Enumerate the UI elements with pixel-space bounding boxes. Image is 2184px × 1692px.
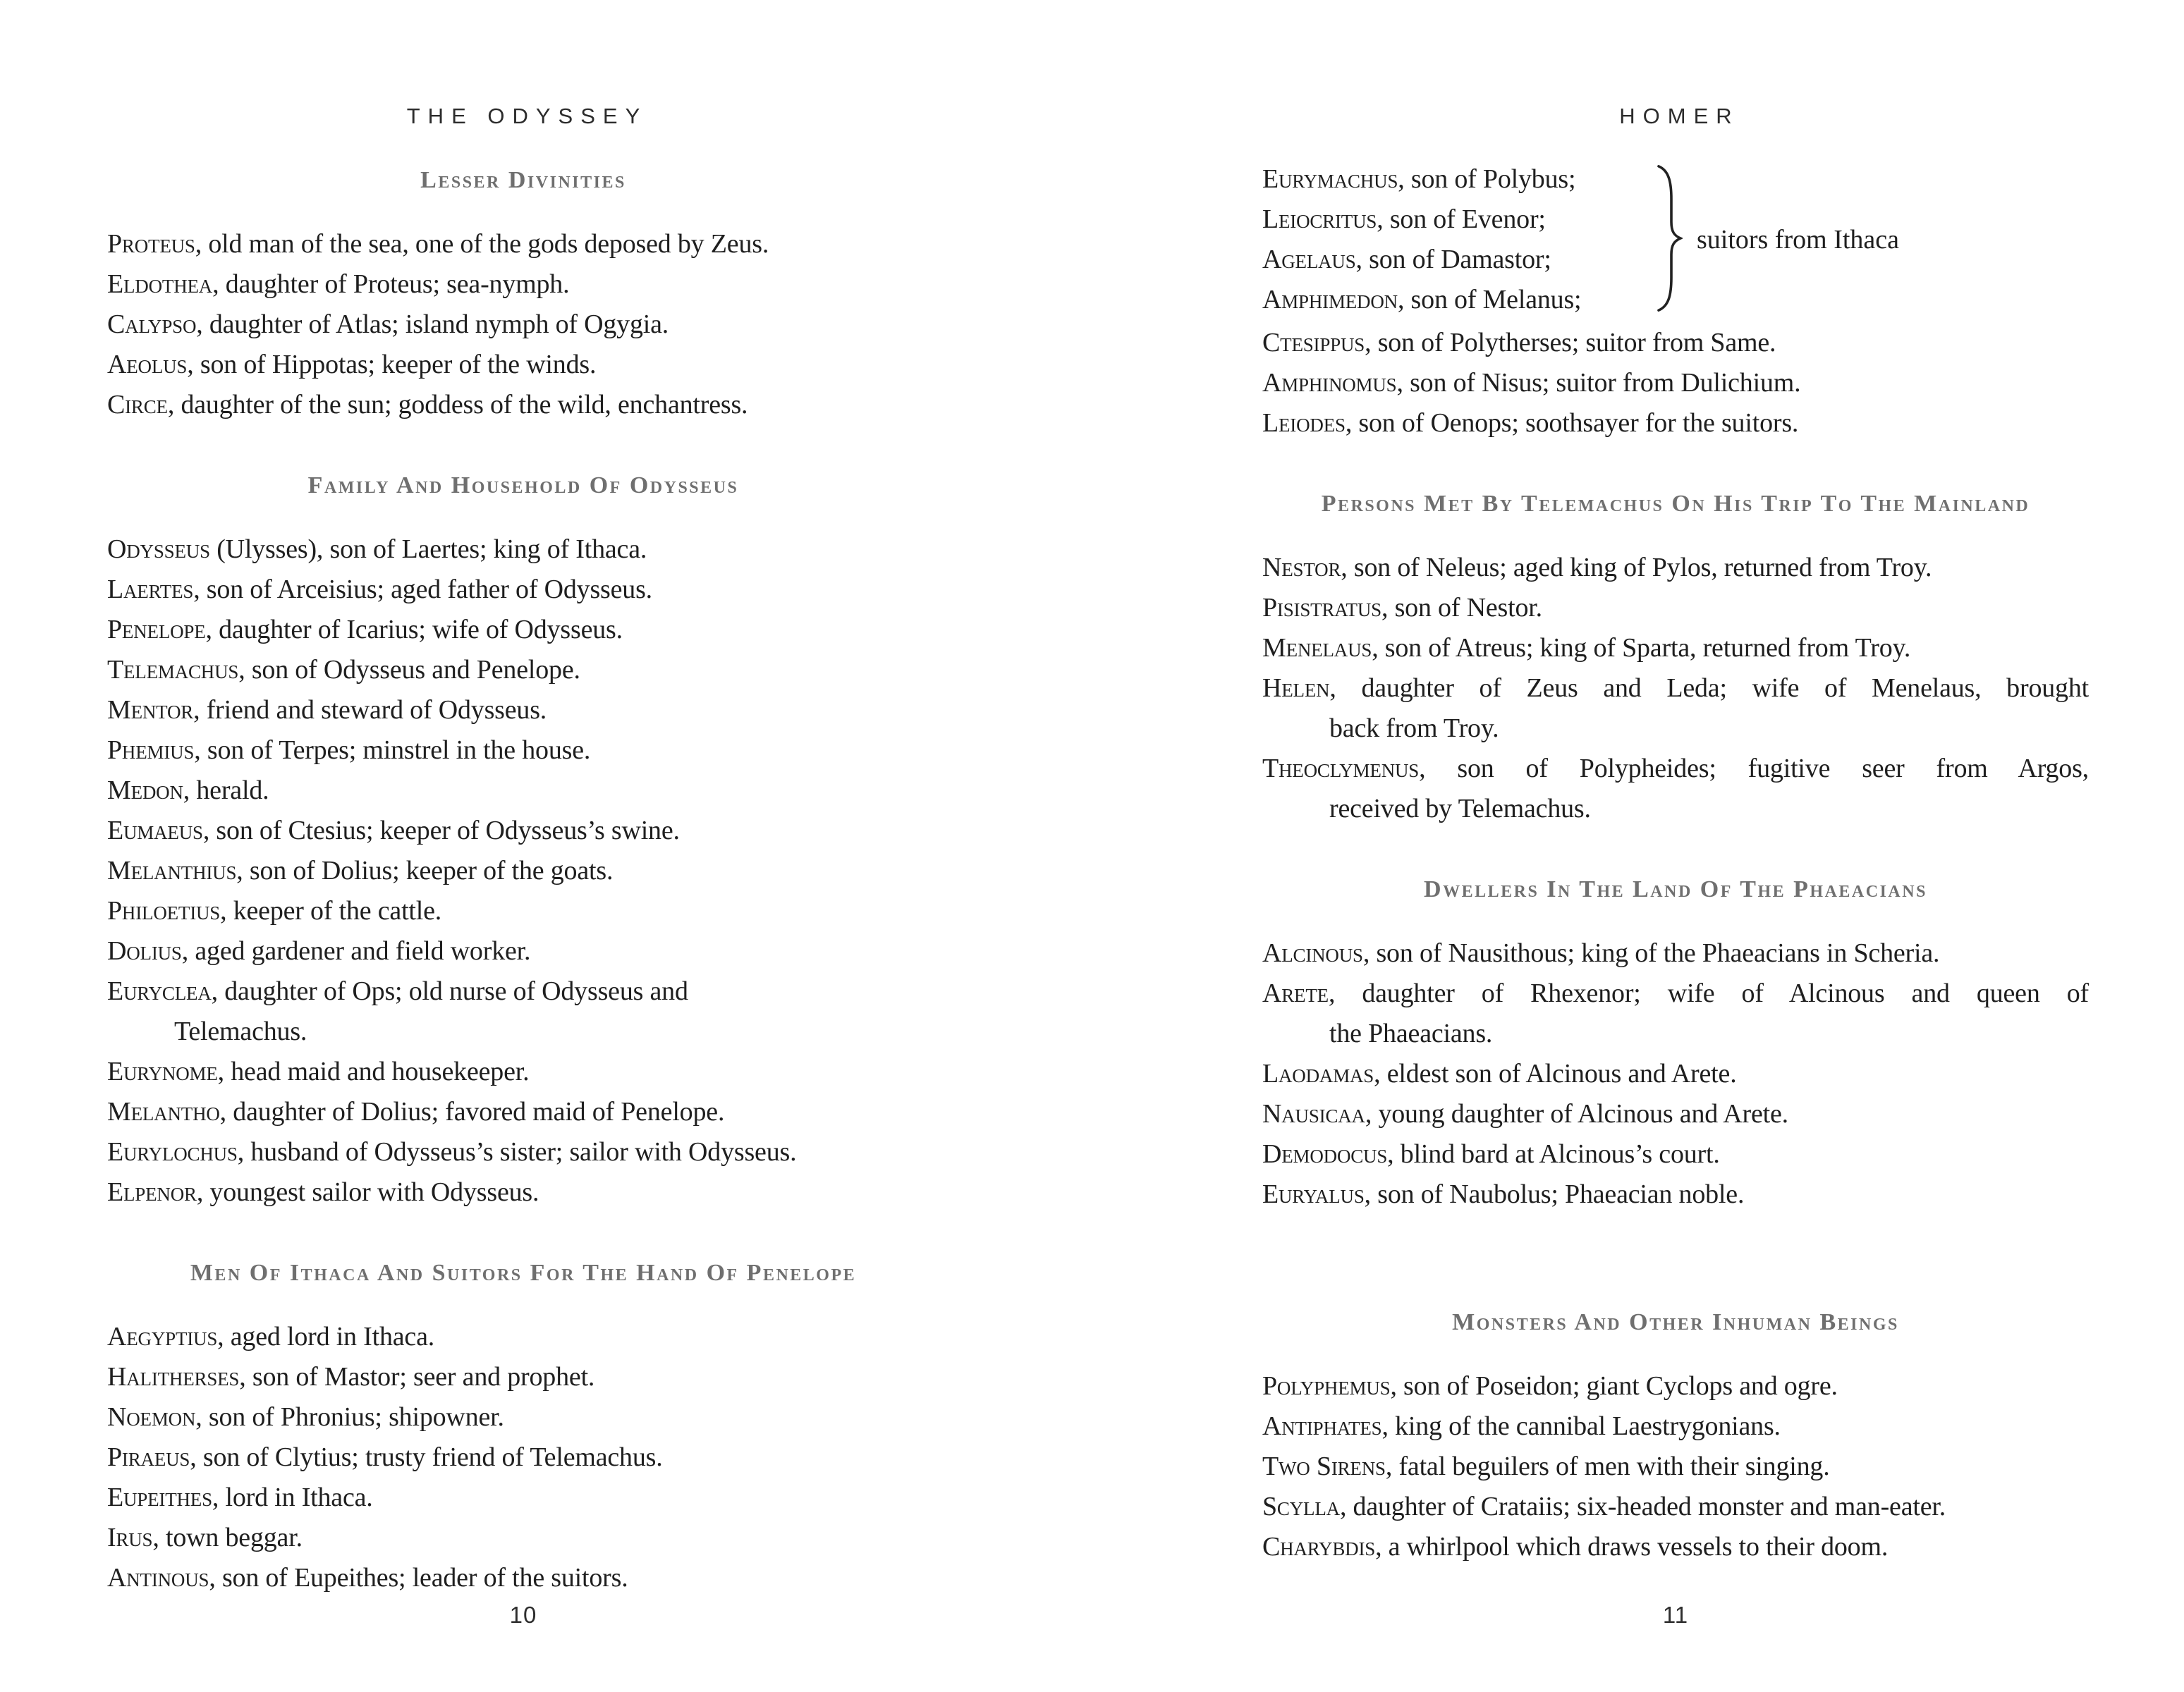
entry-name: Leiodes bbox=[1262, 408, 1346, 438]
character-entry bbox=[1262, 933, 2089, 974]
entry-line bbox=[107, 1317, 939, 1357]
entry-name: Theoclymenus bbox=[1262, 754, 1420, 783]
entry-name: Elpenor bbox=[107, 1177, 197, 1207]
entry-name: Medon bbox=[107, 776, 183, 805]
entry-description: , son of Eupeithes; leader of the suitors. bbox=[209, 1563, 628, 1593]
entry-line bbox=[1262, 403, 2089, 443]
entry-line bbox=[107, 851, 939, 891]
entry-description: , aged lord in Ithaca. bbox=[217, 1322, 435, 1351]
entry-description: , herald. bbox=[183, 776, 269, 805]
section-heading: Persons Met By Telemachus On His Trip To The Mainland bbox=[1321, 491, 2030, 517]
character-entry bbox=[1262, 403, 2089, 443]
entry-name: Arete bbox=[1262, 979, 1329, 1008]
entry-description: , head maid and housekeeper. bbox=[217, 1057, 530, 1086]
entry-description: (Ulysses), son of Laertes; king of Ithaca. bbox=[209, 534, 647, 564]
character-entry bbox=[107, 610, 939, 650]
entry-line bbox=[107, 891, 939, 931]
entry-name: Eupeithes bbox=[107, 1483, 212, 1512]
entry-line bbox=[107, 1357, 939, 1397]
entry-description: , son of Polypheides; fugitive seer from Argos, bbox=[1419, 754, 2089, 783]
entry-continuation: received by Telemachus. bbox=[1329, 794, 1591, 823]
entry-line bbox=[107, 224, 939, 264]
entry-description: , daughter of Ops; old nurse of Odysseus and bbox=[211, 976, 688, 1006]
entry-description: , son of Terpes; minstrel in the house. bbox=[194, 735, 591, 765]
section-entries bbox=[1262, 933, 2089, 1215]
entry-line bbox=[1262, 1447, 2089, 1487]
entry-line bbox=[107, 1092, 939, 1132]
character-entry bbox=[1262, 628, 2089, 668]
entry-name: Circe bbox=[107, 390, 168, 419]
section-heading: Family And Household Of Odysseus bbox=[307, 472, 739, 498]
section-entries bbox=[107, 529, 939, 1213]
character-entry bbox=[1262, 1366, 2089, 1406]
entry-line bbox=[107, 1518, 939, 1558]
entry-description: , son of Atreus; king of Sparta, returned from Troy. bbox=[1372, 633, 1911, 663]
character-entry bbox=[107, 1558, 939, 1598]
entry-line bbox=[107, 690, 939, 730]
entry-continuation: back from Troy. bbox=[1329, 713, 1499, 743]
character-entry bbox=[1262, 323, 2089, 363]
character-entry bbox=[107, 224, 939, 264]
section-entries bbox=[1262, 1366, 2089, 1567]
entry-line bbox=[1262, 363, 2089, 403]
entry-name: Antiphates bbox=[1262, 1411, 1382, 1441]
entry-description: , son of Odysseus and Penelope. bbox=[238, 655, 580, 685]
character-entry bbox=[107, 385, 939, 425]
entry-line bbox=[107, 931, 939, 971]
entry-line bbox=[107, 811, 939, 851]
character-entry bbox=[107, 1132, 939, 1172]
character-entry bbox=[1262, 974, 2089, 1054]
entry-description: , husband of Odysseus’s sister; sailor with Odysseus. bbox=[237, 1137, 797, 1167]
entry-description: , town beggar. bbox=[152, 1523, 303, 1552]
entry-name: Menelaus bbox=[1262, 633, 1372, 663]
section-heading: Monsters And Other Inhuman Beings bbox=[1452, 1309, 1899, 1335]
entry-line bbox=[1262, 1094, 2089, 1134]
entry-description: , son of Dolius; keeper of the goats. bbox=[236, 856, 614, 885]
character-entry bbox=[1262, 200, 1700, 240]
character-entry bbox=[107, 1478, 939, 1518]
entry-name: Nestor bbox=[1262, 553, 1341, 582]
entry-description: , daughter of Icarius; wife of Odysseus. bbox=[205, 615, 623, 644]
entry-description: , son of Nisus; suitor from Dulichium. bbox=[1396, 368, 1801, 398]
entry-line bbox=[1262, 1406, 2089, 1447]
entry-line bbox=[107, 1172, 939, 1213]
character-entry bbox=[107, 570, 939, 610]
entry-name: Pisistratus bbox=[1262, 593, 1381, 623]
character-entry bbox=[1262, 363, 2089, 403]
entry-description: , daughter of Proteus; sea-nymph. bbox=[212, 269, 570, 299]
character-entry bbox=[107, 529, 939, 570]
entry-line bbox=[107, 529, 939, 570]
character-entry bbox=[1262, 280, 1700, 320]
entry-name: Laodamas bbox=[1262, 1059, 1374, 1089]
entry-line bbox=[1262, 588, 2089, 628]
entry-line bbox=[1262, 668, 2089, 709]
entry-description: , king of the cannibal Laestrygonians. bbox=[1381, 1411, 1781, 1441]
page-left-sections bbox=[107, 168, 939, 1598]
character-entry bbox=[1262, 240, 1700, 280]
entry-name: Euryclea bbox=[107, 976, 212, 1006]
entry-line bbox=[1262, 548, 2089, 588]
character-entry bbox=[107, 1518, 939, 1558]
page-right-sections bbox=[1262, 491, 2089, 1567]
entry-line bbox=[107, 570, 939, 610]
character-entry bbox=[1262, 668, 2089, 749]
entry-description: , son of Neleus; aged king of Pylos, returned from Troy. bbox=[1341, 553, 1932, 582]
entry-name: Noemon bbox=[107, 1402, 196, 1432]
entry-description: , son of Melanus; bbox=[1397, 285, 1582, 314]
bracket-group bbox=[1262, 159, 2089, 320]
entry-description: , son of Nausithous; king of the Phaeacians in Scheria. bbox=[1362, 938, 1940, 968]
entry-name: Eurylochus bbox=[107, 1137, 238, 1167]
ungrouped-entries bbox=[1262, 323, 2089, 443]
entry-line bbox=[107, 971, 939, 1012]
character-entry bbox=[1262, 588, 2089, 628]
entry-line bbox=[1262, 1134, 2089, 1175]
entry-description: , friend and steward of Odysseus. bbox=[193, 695, 547, 725]
entry-description: , daughter of Crataiis; six-headed monster and man-eater. bbox=[1339, 1492, 1946, 1521]
entry-line bbox=[107, 1437, 939, 1478]
entry-description: , son of Polybus; bbox=[1398, 164, 1576, 194]
entry-description: , son of Poseidon; giant Cyclops and ogre. bbox=[1390, 1371, 1838, 1401]
entry-name: Philoetius bbox=[107, 896, 221, 926]
entry-description: , lord in Ithaca. bbox=[212, 1483, 373, 1512]
entry-line bbox=[107, 650, 939, 690]
entry-description: , son of Nestor. bbox=[1381, 593, 1542, 623]
entry-name: Proteus bbox=[107, 229, 195, 259]
entry-line bbox=[107, 771, 939, 811]
character-entry bbox=[1262, 1447, 2089, 1487]
entry-description: , son of Hippotas; keeper of the winds. bbox=[187, 350, 597, 379]
bracket-entries bbox=[1262, 159, 1700, 320]
character-entry bbox=[107, 650, 939, 690]
entry-description: , son of Phronius; shipowner. bbox=[195, 1402, 504, 1432]
section-entries bbox=[107, 224, 939, 425]
entry-line bbox=[107, 730, 939, 771]
entry-line bbox=[107, 610, 939, 650]
entry-line bbox=[107, 1478, 939, 1518]
entry-line bbox=[107, 264, 939, 305]
entry-description: , youngest sailor with Odysseus. bbox=[196, 1177, 539, 1207]
entry-name: Dolius bbox=[107, 936, 182, 966]
character-entry bbox=[1262, 1527, 2089, 1567]
entry-description: , daughter of Atlas; island nymph of Ogygia. bbox=[196, 309, 669, 339]
entry-description: , daughter of Zeus and Leda; wife of Menelaus, brought bbox=[1329, 673, 2089, 703]
entry-description: , son of Oenops; soothsayer for the suitors. bbox=[1345, 408, 1799, 438]
entry-line bbox=[107, 345, 939, 385]
entry-line bbox=[107, 1052, 939, 1092]
character-entry bbox=[107, 1092, 939, 1132]
entry-name: Ctesippus bbox=[1262, 328, 1365, 357]
character-entry bbox=[107, 811, 939, 851]
section-heading: Dwellers In The Land Of The Phaeacians bbox=[1424, 876, 1927, 902]
character-entry bbox=[107, 305, 939, 345]
curly-brace-icon bbox=[1654, 164, 1683, 313]
entry-name: Phemius bbox=[107, 735, 195, 765]
entry-continuation: Telemachus. bbox=[174, 1017, 307, 1046]
entry-name: Laertes bbox=[107, 575, 194, 604]
entry-description: , son of Mastor; seer and prophet. bbox=[239, 1362, 595, 1392]
entry-line bbox=[107, 1132, 939, 1172]
entry-continuation: the Phaeacians. bbox=[1329, 1019, 1493, 1048]
entry-name: Helen bbox=[1262, 673, 1330, 703]
character-entry bbox=[1262, 1134, 2089, 1175]
entry-name: Alcinous bbox=[1262, 938, 1363, 968]
entry-description: , aged gardener and field worker. bbox=[181, 936, 531, 966]
character-entry bbox=[107, 971, 939, 1052]
character-entry bbox=[1262, 1487, 2089, 1527]
entry-line bbox=[1262, 628, 2089, 668]
entry-line bbox=[1262, 974, 2089, 1014]
character-entry bbox=[107, 730, 939, 771]
entry-description: , son of Arceisius; aged father of Odysseus. bbox=[193, 575, 652, 604]
entry-name: Irus bbox=[107, 1523, 153, 1552]
entry-line bbox=[107, 305, 939, 345]
entry-description: , son of Damastor; bbox=[1355, 245, 1551, 274]
character-entry bbox=[1262, 548, 2089, 588]
entry-name: Penelope bbox=[107, 615, 206, 644]
entry-name: Aeolus bbox=[107, 350, 188, 379]
entry-line bbox=[1262, 1487, 2089, 1527]
entry-description: , a whirlpool which draws vessels to their doom. bbox=[1375, 1532, 1889, 1562]
character-entry bbox=[107, 345, 939, 385]
entry-line bbox=[1262, 749, 2089, 789]
page-left bbox=[107, 0, 939, 1692]
character-entry bbox=[107, 851, 939, 891]
entry-name: Aegyptius bbox=[107, 1322, 218, 1351]
entry-name: Leiocritus bbox=[1262, 204, 1377, 234]
character-entry bbox=[107, 1317, 939, 1357]
character-entry bbox=[107, 1437, 939, 1478]
character-entry bbox=[107, 771, 939, 811]
character-entry bbox=[1262, 1094, 2089, 1134]
character-entry bbox=[1262, 1406, 2089, 1447]
entry-name: Eurymachus bbox=[1262, 164, 1398, 194]
entry-line bbox=[1262, 240, 1700, 280]
character-entry bbox=[107, 1397, 939, 1437]
entry-description: , son of Naubolus; Phaeacian noble. bbox=[1364, 1179, 1745, 1209]
page-number: 10 bbox=[509, 1602, 537, 1628]
entry-description: , blind bard at Alcinous’s court. bbox=[1387, 1139, 1720, 1169]
section-heading: Men Of Ithaca And Suitors For The Hand Of Penelope bbox=[190, 1260, 857, 1286]
entry-line bbox=[1262, 280, 1700, 320]
entry-name: Halitherses bbox=[107, 1362, 240, 1392]
entry-description: , daughter of Rhexenor; wife of Alcinous and queen of bbox=[1328, 979, 2089, 1008]
entry-description: , old man of the sea, one of the gods deposed by Zeus. bbox=[195, 229, 769, 259]
entry-name: Charybdis bbox=[1262, 1532, 1376, 1562]
entry-line bbox=[1262, 1527, 2089, 1567]
page-right bbox=[1262, 0, 2089, 1692]
entry-name: Telemachus bbox=[107, 655, 239, 685]
entry-description: , son of Evenor; bbox=[1377, 204, 1546, 234]
entry-line bbox=[107, 1558, 939, 1598]
character-entry bbox=[107, 1052, 939, 1092]
entry-name: Calypso bbox=[107, 309, 197, 339]
character-entry bbox=[1262, 1175, 2089, 1215]
entry-description: , young daughter of Alcinous and Arete. bbox=[1365, 1099, 1788, 1129]
entry-description: , son of Ctesius; keeper of Odysseus’s swine. bbox=[202, 816, 680, 845]
entry-name: Eurynome bbox=[107, 1057, 218, 1086]
entry-description: , daughter of Dolius; favored maid of Penelope. bbox=[219, 1097, 725, 1127]
running-head-title: THE ODYSSEY bbox=[406, 104, 648, 128]
entry-name: Scylla bbox=[1262, 1492, 1340, 1521]
entry-description: , son of Polytherses; suitor from Same. bbox=[1365, 328, 1776, 357]
character-entry bbox=[107, 1172, 939, 1213]
entry-line bbox=[1262, 159, 1700, 200]
section-entries bbox=[1262, 548, 2089, 829]
entry-name: Odysseus bbox=[107, 534, 210, 564]
character-entry bbox=[1262, 1054, 2089, 1094]
character-entry bbox=[107, 264, 939, 305]
section-heading: Lesser Divinities bbox=[420, 167, 626, 193]
character-entry bbox=[107, 891, 939, 931]
entry-description: , eldest son of Alcinous and Arete. bbox=[1374, 1059, 1737, 1089]
character-entry bbox=[107, 690, 939, 730]
section-entries bbox=[107, 1317, 939, 1598]
entry-line bbox=[1262, 200, 1700, 240]
character-entry bbox=[107, 931, 939, 971]
character-entry bbox=[1262, 159, 1700, 200]
entry-name: Nausicaa bbox=[1262, 1099, 1365, 1129]
entry-name: Amphinomus bbox=[1262, 368, 1397, 398]
entry-name: Mentor bbox=[107, 695, 194, 725]
entry-name: Melantho bbox=[107, 1097, 220, 1127]
entry-name: Agelaus bbox=[1262, 245, 1356, 274]
entry-name: Amphimedon bbox=[1262, 285, 1398, 314]
entry-name: Melanthius bbox=[107, 856, 237, 885]
entry-line bbox=[107, 385, 939, 425]
entry-description: , daughter of the sun; goddess of the wild, enchantress. bbox=[167, 390, 748, 419]
entry-name: Piraeus bbox=[107, 1442, 190, 1472]
running-head-author: HOMER bbox=[1619, 104, 1740, 128]
entry-name: Euryalus bbox=[1262, 1179, 1365, 1209]
character-entry bbox=[1262, 749, 2089, 829]
entry-description: , keeper of the cattle. bbox=[220, 896, 442, 926]
character-entry bbox=[107, 1357, 939, 1397]
entry-name: Polyphemus bbox=[1262, 1371, 1391, 1401]
entry-description: , son of Clytius; trusty friend of Telemachus. bbox=[190, 1442, 663, 1472]
entry-name: Eumaeus bbox=[107, 816, 203, 845]
entry-line bbox=[1262, 1175, 2089, 1215]
entry-description: , fatal beguilers of men with their singing. bbox=[1385, 1452, 1830, 1481]
entry-name: Demodocus bbox=[1262, 1139, 1388, 1169]
entry-line bbox=[1262, 323, 2089, 363]
entry-line bbox=[107, 1397, 939, 1437]
bracket-label: suitors from Ithaca bbox=[1697, 225, 1900, 255]
entry-line bbox=[1262, 933, 2089, 974]
page-number: 11 bbox=[1662, 1602, 1689, 1628]
entry-name: Two Sirens bbox=[1262, 1452, 1386, 1481]
entry-name: Eldothea bbox=[107, 269, 213, 299]
entry-line bbox=[1262, 1054, 2089, 1094]
entry-line bbox=[1262, 1366, 2089, 1406]
entry-name: Antinous bbox=[107, 1563, 209, 1593]
